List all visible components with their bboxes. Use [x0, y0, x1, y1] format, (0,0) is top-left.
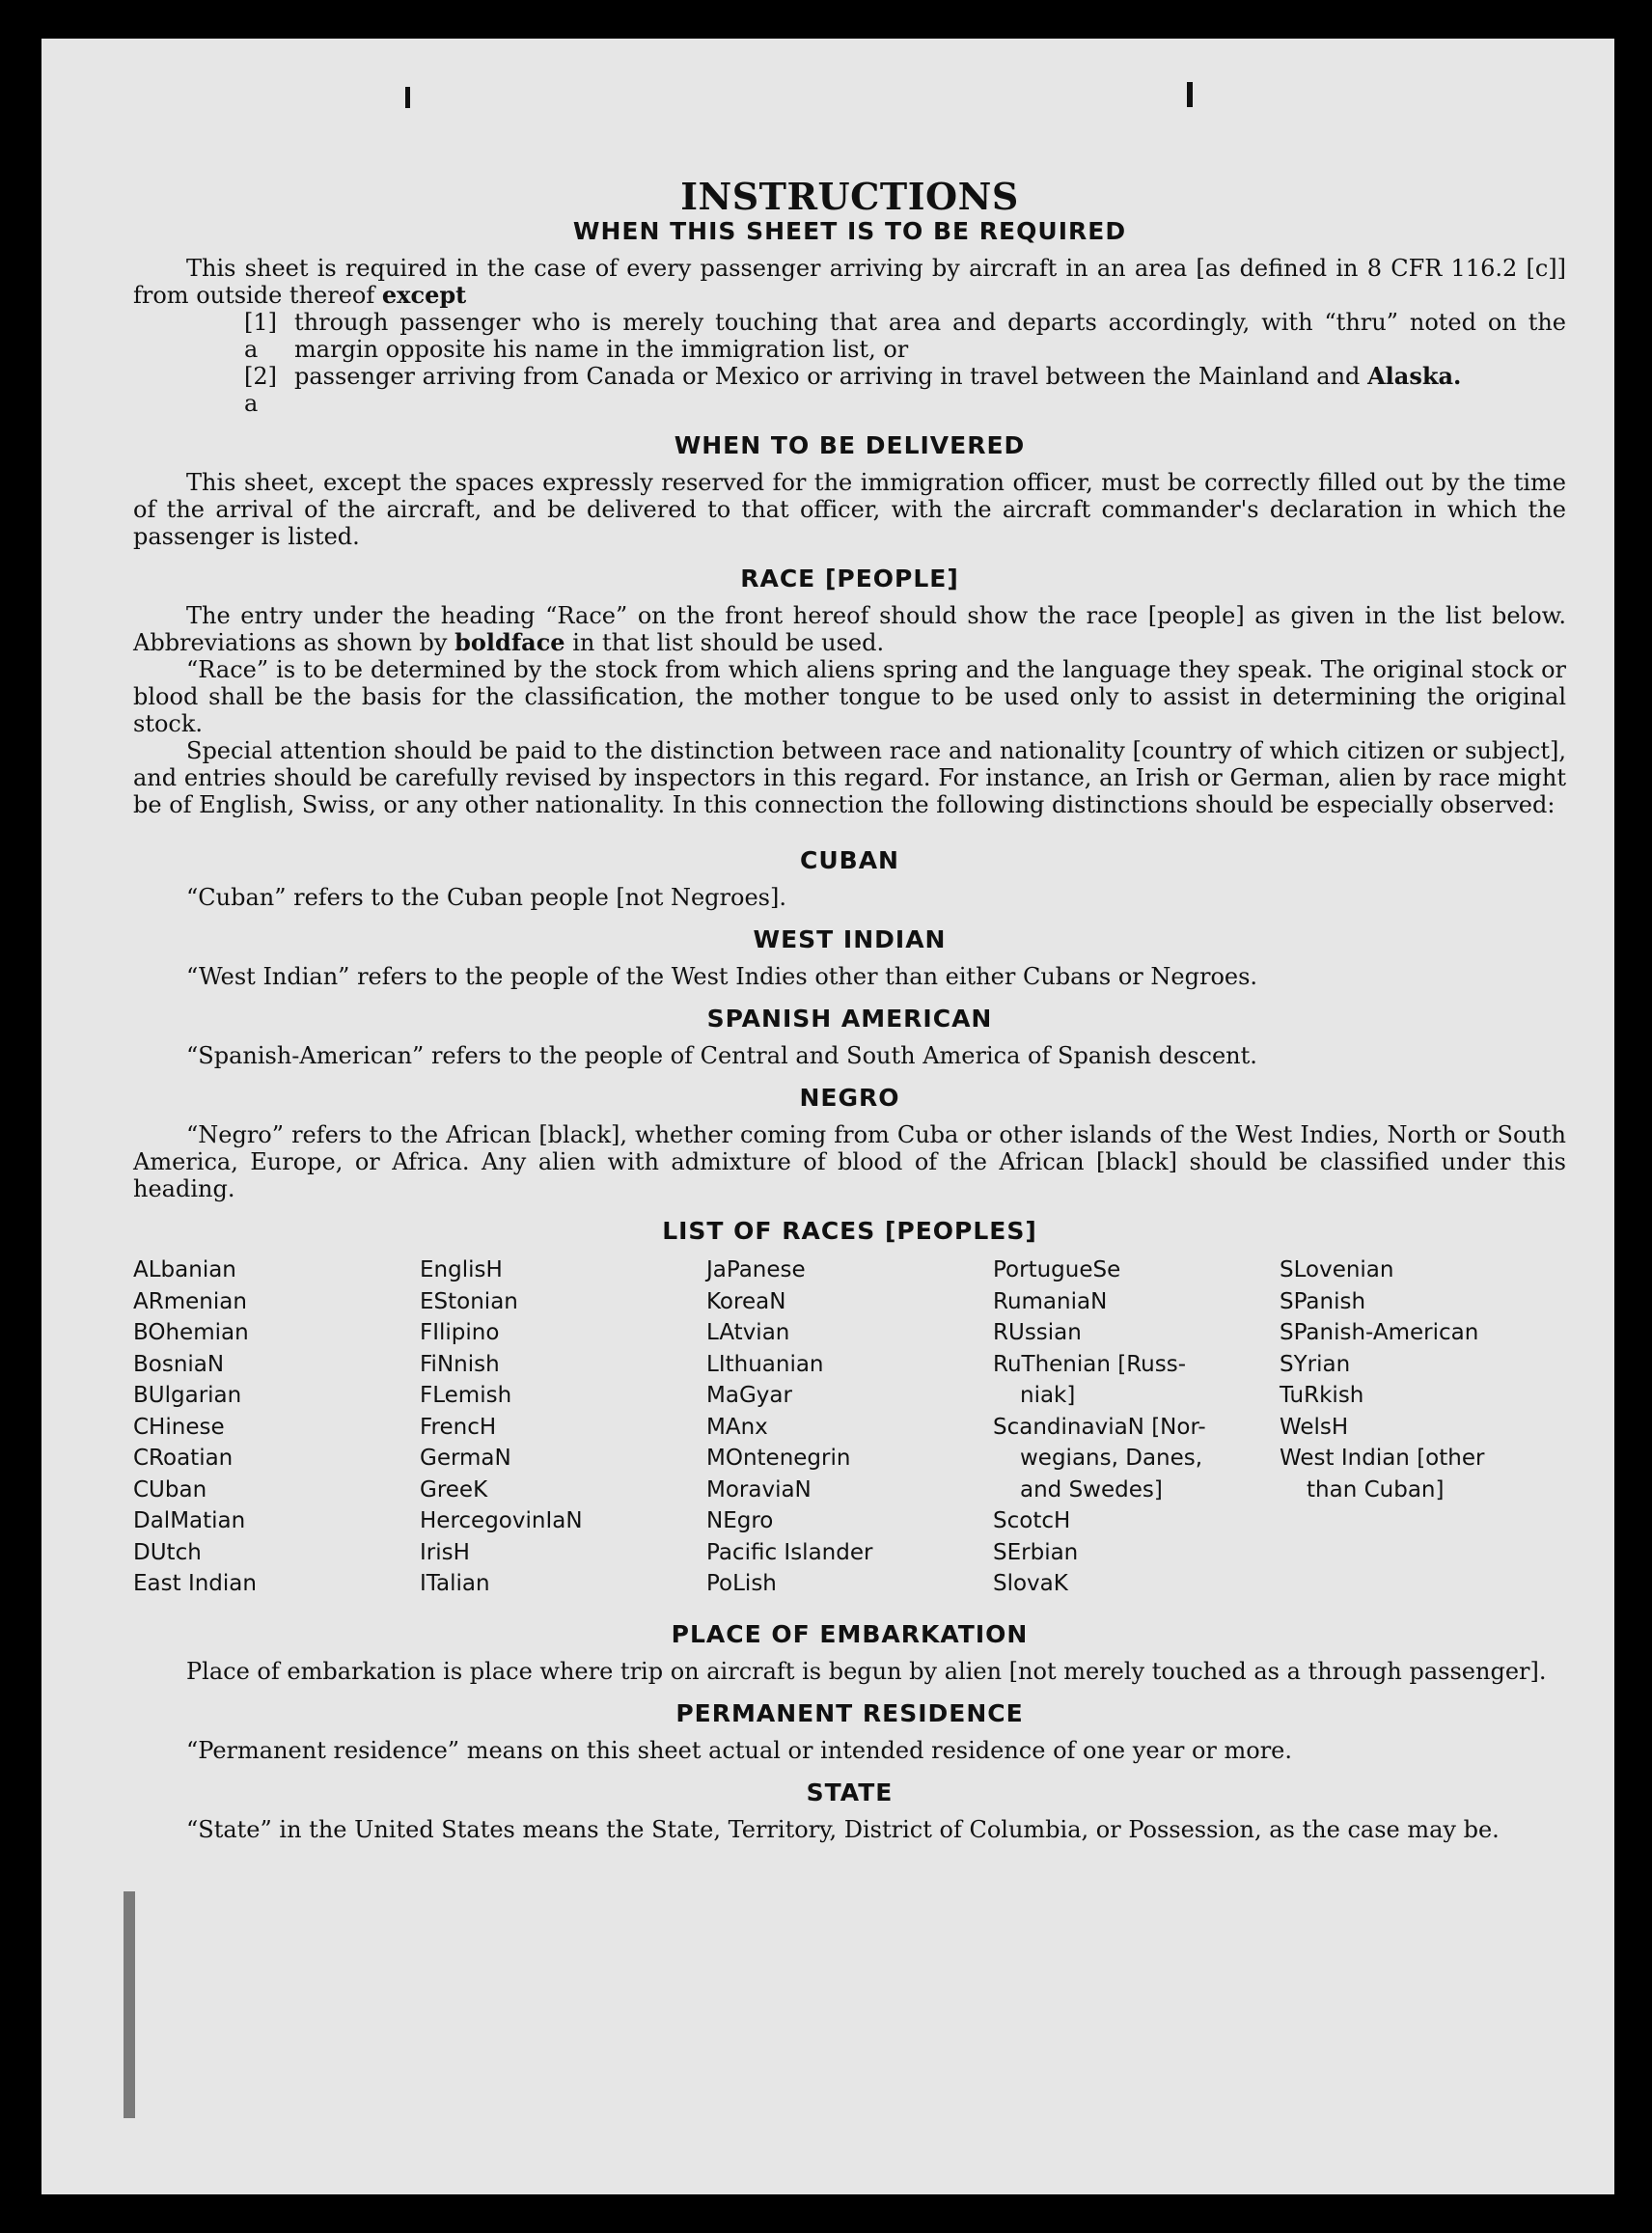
race-entry: SlovaK: [993, 1571, 1068, 1596]
exception-item-1: [1] a through passenger who is merely touching that area and departs accordingly, with “thru” noted on the margin opposite his name in the immigration list, or: [244, 309, 1566, 363]
west-indian-text: “West Indian” refers to the people of the West Indies other than either Cubans or Negroes.: [186, 963, 1258, 990]
heading-list-of-races: LIST OF RACES [PEOPLES]: [662, 1217, 1037, 1245]
race-entry: EStonian: [420, 1288, 518, 1314]
race-paragraph-3: Special attention should be paid to the distinction between race and nationality [country of which citizen or subject], and entries should be carefully revised by inspectors in this regard. For instance, an Irish or German, alien by race might be of English, Swiss, or any other nationality. In this connection the following distinctions should be especially observed:: [133, 737, 1566, 818]
race-entry: MaGyar: [706, 1383, 792, 1408]
race-entry: SPanish-American: [1280, 1320, 1479, 1345]
race-entry: than Cuban]: [1307, 1476, 1445, 1502]
margin-strip: [124, 1891, 135, 2118]
heading-west-indian: WEST INDIAN: [753, 925, 947, 953]
race-entry: BOhemian: [133, 1320, 249, 1345]
race-entry: HercegovinIaN: [420, 1508, 583, 1533]
race-entry: RumaniaN: [993, 1288, 1108, 1314]
race-entry: ScandinaviaN [Nor-: [993, 1414, 1206, 1440]
race-entry: CUban: [133, 1476, 207, 1502]
race-entry: SPanish: [1280, 1288, 1366, 1314]
punch-mark-left: [405, 87, 410, 108]
race-paragraph-2: “Race” is to be determined by the stock from which aliens spring and the language they speak. The original stock or blood shall be the basis for the classification, the mother tongue to be used only to assist in determining the original stock.: [133, 656, 1566, 737]
race-entry: ALbanian: [133, 1257, 236, 1282]
heading-required: WHEN THIS SHEET IS TO BE REQUIRED: [572, 217, 1127, 245]
race-entry: RUssian: [993, 1320, 1082, 1345]
race-entry: WelsH: [1280, 1414, 1349, 1440]
race-entry: SYrian: [1280, 1351, 1351, 1377]
race-entry: MAnx: [706, 1414, 768, 1440]
race-entry: ScotcH: [993, 1508, 1071, 1533]
heading-spanish-american: SPANISH AMERICAN: [706, 1005, 993, 1033]
cuban-text: “Cuban” refers to the Cuban people [not Negroes].: [186, 884, 786, 911]
race-paragraph-1: The entry under the heading “Race” on the front hereof should show the race [people] as given in the list below. Abbreviations as shown by boldface in that list should be used.: [133, 602, 1566, 656]
race-entry: GermaN: [420, 1446, 511, 1471]
document-sheet: [41, 39, 1614, 2194]
required-intro: This sheet is required in the case of every passenger arriving by aircraft in an area [as defined in 8 CFR 116.2 [c]] from outside thereof except: [133, 255, 1566, 309]
punch-mark-right: [1187, 82, 1193, 107]
embarkation-text: Place of embarkation is place where trip on aircraft is begun by alien [not merely touched as a through passenger].: [186, 1657, 1547, 1685]
heading-state: STATE: [806, 1778, 894, 1806]
race-entry: SErbian: [993, 1539, 1079, 1565]
race-entry: NEgro: [706, 1508, 774, 1533]
heading-delivered: WHEN TO BE DELIVERED: [674, 431, 1026, 459]
instructions-content: [133, 175, 1566, 1843]
race-entry: PortugueSe: [993, 1257, 1121, 1282]
race-entry: PoLish: [706, 1571, 777, 1596]
heading-race: RACE [PEOPLE]: [740, 565, 959, 593]
race-entry: LAtvian: [706, 1320, 790, 1345]
race-entry: EnglisH: [420, 1257, 503, 1282]
negro-text: “Negro” refers to the African [black], whether coming from Cuba or other islands of the West Indies, North or South America, Europe, or Africa. Any alien with admixture of blood of the African [black] should be classified under this heading.: [133, 1121, 1566, 1202]
race-entry: GreeK: [420, 1476, 488, 1502]
race-entry: SLovenian: [1280, 1257, 1394, 1282]
races-column-4: [993, 1254, 1280, 1600]
race-entry: IrisH: [420, 1539, 470, 1565]
race-entry: JaPanese: [706, 1257, 806, 1282]
race-entry: FrencH: [420, 1414, 497, 1440]
race-entry: FLemish: [420, 1383, 512, 1408]
delivered-text: This sheet, except the spaces expressly reserved for the immigration officer, must be correctly filled out by the time of the arrival of the aircraft, and be delivered to that officer, with the aircraft commander's declaration in which the passenger is listed.: [133, 469, 1566, 550]
race-entry: KoreaN: [706, 1288, 786, 1314]
race-entry: TuRkish: [1280, 1383, 1364, 1408]
race-entry: FIlipino: [420, 1320, 500, 1345]
race-entry: MOntenegrin: [706, 1446, 851, 1471]
race-entry: ITalian: [420, 1571, 490, 1596]
race-entry: BosniaN: [133, 1351, 225, 1377]
races-list: [133, 1254, 1566, 1600]
race-entry: Pacific Islander: [706, 1539, 873, 1565]
races-column-2: [420, 1254, 706, 1600]
race-entry: DalMatian: [133, 1508, 246, 1533]
race-entry: RuThenian [Russ-: [993, 1351, 1187, 1377]
race-entry: DUtch: [133, 1539, 202, 1565]
races-column-1: [133, 1254, 420, 1600]
race-entry: LIthuanian: [706, 1351, 824, 1377]
race-entry: West Indian [other: [1280, 1446, 1485, 1471]
page-title: INSTRUCTIONS: [680, 175, 1019, 218]
heading-permanent-residence: PERMANENT RESIDENCE: [675, 1698, 1024, 1727]
residence-text: “Permanent residence” means on this sheet actual or intended residence of one year or more.: [186, 1736, 1292, 1764]
heading-embarkation: PLACE OF EMBARKATION: [671, 1619, 1029, 1648]
race-entry: BUlgarian: [133, 1383, 242, 1408]
heading-cuban: CUBAN: [800, 846, 899, 874]
state-text: “State” in the United States means the State, Territory, District of Columbia, or Possession, as the case may be.: [186, 1815, 1500, 1843]
heading-negro: NEGRO: [799, 1084, 900, 1112]
race-entry: ARmenian: [133, 1288, 247, 1314]
spanish-american-text: “Spanish-American” refers to the people of Central and South America of Spanish descent.: [186, 1042, 1257, 1069]
race-entry: CHinese: [133, 1414, 225, 1440]
race-entry: East Indian: [133, 1571, 257, 1596]
race-entry: and Swedes]: [1020, 1476, 1163, 1502]
race-entry: FiNnish: [420, 1351, 500, 1377]
race-entry: CRoatian: [133, 1446, 234, 1471]
races-column-3: [706, 1254, 993, 1600]
races-column-5: [1280, 1254, 1566, 1600]
exception-item-2: [2] a passenger arriving from Canada or Mexico or arriving in travel between the Mainland and Alaska.: [244, 362, 1462, 417]
race-entry: MoraviaN: [706, 1476, 812, 1502]
race-entry: niak]: [1020, 1383, 1076, 1408]
race-entry: wegians, Danes,: [1020, 1446, 1203, 1471]
